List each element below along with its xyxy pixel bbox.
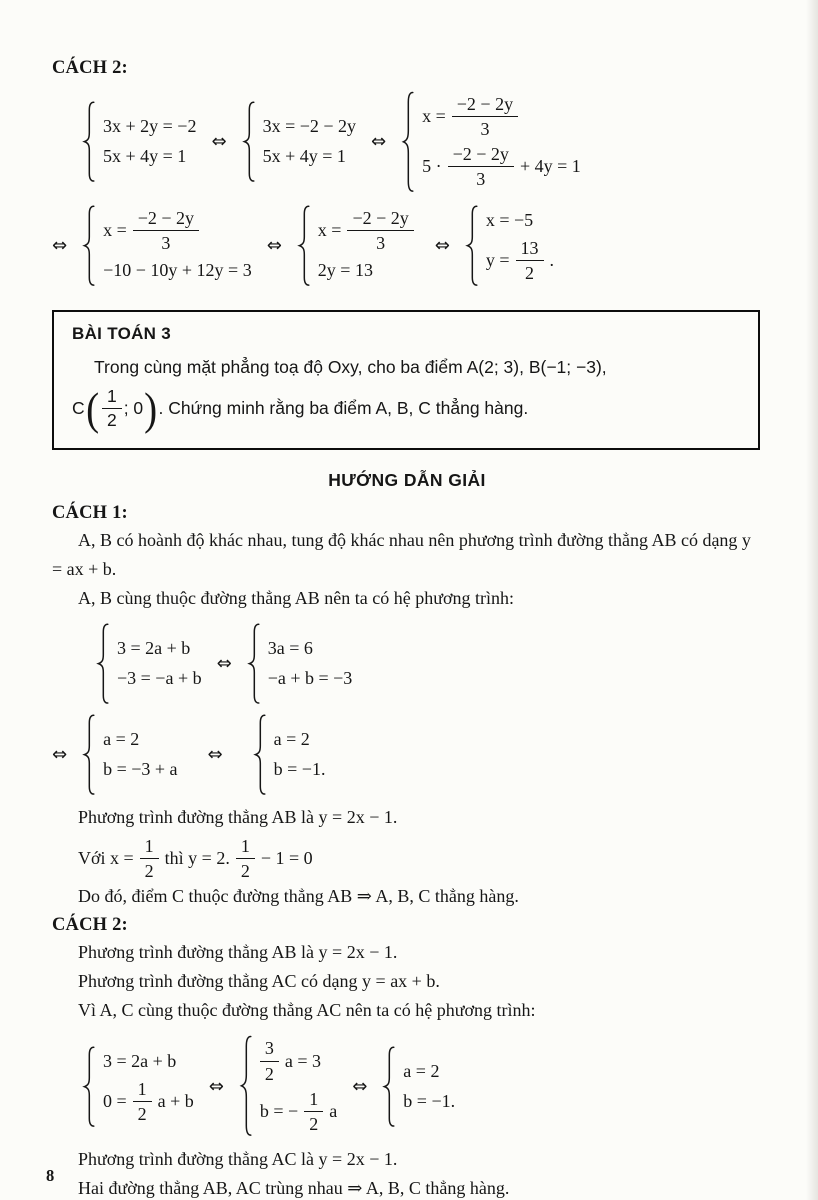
math-line — [103, 757, 177, 782]
equation-system — [401, 91, 581, 193]
math-text: −10 − 10y + 12y = 3 — [103, 259, 252, 280]
equation-row-b — [52, 205, 762, 286]
fraction — [516, 238, 544, 283]
fraction — [236, 836, 255, 881]
equation-row-e — [82, 1035, 762, 1137]
fraction-numerator: 1 — [102, 387, 122, 410]
math-text: 2y = 13 — [317, 259, 373, 280]
math-text: a = 3 — [284, 1050, 322, 1071]
brace-icon — [242, 101, 255, 182]
math-text: . — [549, 249, 555, 270]
fraction-denominator: 3 — [376, 232, 386, 253]
math-text: − 1 = 0 — [260, 847, 313, 868]
iff-arrow-icon: ⇔ — [434, 234, 450, 256]
math-text: x = −5 — [485, 209, 534, 230]
math-line — [318, 208, 420, 253]
math-line — [117, 666, 202, 691]
math-text: x = — [103, 219, 127, 240]
fraction-denominator: 2 — [525, 262, 535, 283]
math-line — [422, 94, 581, 139]
equation-system — [297, 205, 420, 286]
solution-paragraph: Do đó, điểm C thuộc đường thẳng AB ⇒ A, B, C thẳng hàng. — [78, 886, 519, 907]
math-text: 3 = 2a + b — [117, 638, 191, 659]
problem-statement-line2 — [72, 384, 740, 434]
math-line — [403, 1089, 455, 1114]
math-line — [103, 1079, 194, 1124]
math-text: b = −1. — [403, 1090, 456, 1111]
math-text: 3x = −2 − 2y — [262, 116, 357, 137]
equation-system — [82, 1046, 194, 1127]
brace-icon — [382, 1046, 395, 1127]
equation-system — [247, 623, 353, 704]
equation-system — [82, 714, 177, 795]
iff-arrow-icon: ⇔ — [52, 234, 68, 256]
math-text: 3a = 6 — [267, 638, 313, 659]
math-text: ; 0 — [123, 398, 144, 419]
solution-paragraph: Vì A, C cùng thuộc đường thẳng AC nên ta có hệ phương trình: — [78, 1000, 536, 1021]
equation-system — [242, 101, 356, 182]
brace-icon — [253, 714, 266, 795]
math-text: 5x + 4y = 1 — [262, 146, 346, 167]
equation-system — [382, 1046, 455, 1127]
iff-arrow-icon: ⇔ — [352, 1075, 368, 1097]
fraction-numerator: −2 − 2y — [448, 144, 514, 167]
math-line — [103, 1049, 194, 1074]
solution-paragraph: Phương trình đường thẳng AC là y = 2x − 1. — [78, 1149, 398, 1170]
fraction-numerator: 13 — [516, 238, 544, 261]
math-line — [318, 258, 420, 283]
math-text: a + b — [157, 1090, 194, 1111]
cach1-label: CÁCH 1: — [52, 502, 128, 523]
math-text: b = − — [259, 1100, 299, 1121]
math-line — [103, 208, 252, 253]
math-text: x = — [422, 106, 446, 127]
fraction — [140, 836, 159, 881]
fraction-numerator: 1 — [140, 836, 159, 859]
fraction — [102, 387, 122, 431]
math-line — [103, 258, 252, 283]
fraction — [347, 208, 413, 253]
equation-system — [465, 205, 554, 286]
math-line — [263, 144, 356, 169]
math-text: 5x + 4y = 1 — [103, 146, 187, 167]
math-line — [260, 1038, 337, 1083]
fraction-denominator: 2 — [309, 1113, 319, 1134]
fraction-numerator: −2 − 2y — [133, 208, 199, 231]
equation-system — [253, 714, 326, 795]
math-text: a = 2 — [403, 1060, 440, 1081]
math-line — [274, 727, 326, 752]
equation-system — [96, 623, 202, 704]
fraction — [260, 1038, 279, 1083]
fraction-denominator: 2 — [264, 1063, 274, 1084]
fraction-denominator: 2 — [106, 410, 117, 431]
math-line — [263, 114, 356, 139]
math-text: a = 2 — [273, 729, 310, 750]
fraction — [304, 1089, 323, 1134]
solution-paragraph: Phương trình đường thẳng AB là y = 2x − 1. — [78, 807, 398, 828]
math-text: −3 = −a + b — [117, 668, 202, 689]
math-line — [103, 114, 196, 139]
math-text: 3 = 2a + b — [103, 1050, 177, 1071]
math-text: x = — [317, 219, 342, 240]
fraction-numerator: −2 − 2y — [347, 208, 413, 231]
solution-paragraph: Phương trình đường thẳng AB là y = 2x − 1. — [78, 942, 398, 963]
math-text: + 4y = 1 — [519, 156, 581, 177]
math-line — [274, 757, 326, 782]
fraction-denominator: 3 — [476, 169, 486, 190]
math-text: Với x = — [78, 847, 134, 868]
math-text: y = — [485, 249, 510, 270]
math-line — [117, 636, 202, 661]
fraction-numerator: 1 — [236, 836, 255, 859]
equation-row-c — [96, 623, 762, 704]
fraction-numerator: 1 — [133, 1079, 152, 1102]
fraction-numerator: −2 − 2y — [452, 94, 518, 117]
cach2-label: CÁCH 2: — [52, 915, 128, 936]
problem-title: BÀI TOÁN 3 — [72, 323, 172, 343]
brace-icon — [82, 101, 95, 182]
math-text: a = 2 — [103, 729, 140, 750]
fraction-numerator: 1 — [304, 1089, 323, 1112]
brace-icon — [297, 205, 310, 286]
equation-system — [239, 1035, 337, 1137]
iff-arrow-icon: ⇔ — [216, 653, 232, 675]
solution-paragraph-math — [78, 834, 762, 882]
brace-icon — [465, 205, 478, 286]
fraction-numerator: 3 — [260, 1038, 279, 1061]
iff-arrow-icon: ⇔ — [211, 131, 227, 153]
solution-paragraph: A, B cùng thuộc đường thẳng AB nên ta có hệ phương trình: — [78, 587, 514, 608]
page-number: 8 — [46, 1166, 55, 1185]
iff-arrow-icon: ⇔ — [52, 744, 68, 766]
equation-system — [82, 205, 252, 286]
math-text: 0 = — [103, 1090, 127, 1111]
brace-icon — [82, 205, 95, 286]
fraction-denominator: 3 — [480, 119, 490, 140]
iff-arrow-icon: ⇔ — [371, 131, 387, 153]
brace-icon — [82, 1046, 95, 1127]
solution-heading: HƯỚNG DẪN GIẢI — [328, 469, 486, 490]
math-text: −a + b = −3 — [267, 668, 353, 689]
brace-icon — [401, 91, 414, 193]
brace-icon — [96, 623, 109, 704]
brace-icon — [239, 1035, 252, 1137]
math-line — [422, 144, 581, 189]
fraction — [133, 1079, 152, 1124]
brace-icon — [82, 714, 95, 795]
fraction-denominator: 2 — [240, 860, 250, 881]
math-text: b = −3 + a — [103, 759, 178, 780]
equation-row-d — [52, 714, 762, 795]
fraction — [448, 144, 514, 189]
point-label: C — [72, 398, 85, 419]
top-cach2-label: CÁCH 2: — [52, 58, 128, 78]
math-text: 5 · — [422, 156, 442, 177]
iff-arrow-icon: ⇔ — [207, 744, 223, 766]
close-paren: ) — [144, 383, 158, 435]
problem-statement-rest: . Chứng minh rằng ba điểm A, B, C thẳng hàng. — [158, 398, 529, 419]
math-line — [486, 238, 554, 283]
math-text: b = −1. — [273, 759, 326, 780]
fraction-denominator: 2 — [144, 860, 154, 881]
solution-paragraph: Phương trình đường thẳng AC có dạng y = ax + b. — [78, 971, 440, 992]
math-text: a — [329, 1100, 338, 1121]
math-line — [103, 727, 177, 752]
math-line — [268, 636, 353, 661]
problem-statement-line1: Trong cùng mặt phẳng toạ độ Oxy, cho ba điểm A(2; 3), B(−1; −3), — [94, 356, 607, 377]
brace-icon — [247, 623, 260, 704]
iff-arrow-icon: ⇔ — [266, 234, 282, 256]
math-line — [260, 1089, 337, 1134]
fraction — [133, 208, 199, 253]
open-paren: ( — [85, 383, 99, 435]
iff-arrow-icon: ⇔ — [208, 1075, 224, 1097]
equation-row-a — [82, 91, 762, 193]
math-line — [486, 208, 554, 233]
math-line — [268, 666, 353, 691]
solution-paragraph: Hai đường thẳng AB, AC trùng nhau ⇒ A, B, C thẳng hàng. — [78, 1178, 510, 1199]
solution-paragraph: A, B có hoành độ khác nhau, tung độ khác nhau nên phương trình đường thẳng AB có dạng y = ax + b. — [52, 529, 751, 579]
fraction-denominator: 2 — [137, 1103, 147, 1124]
math-text: 3x + 2y = −2 — [103, 116, 197, 137]
math-text: thì y = 2. — [164, 847, 230, 868]
math-line — [103, 144, 196, 169]
math-line — [403, 1059, 455, 1084]
fraction — [452, 94, 518, 139]
problem-box — [52, 310, 760, 450]
equation-system — [82, 101, 196, 182]
fraction-denominator: 3 — [161, 232, 171, 253]
